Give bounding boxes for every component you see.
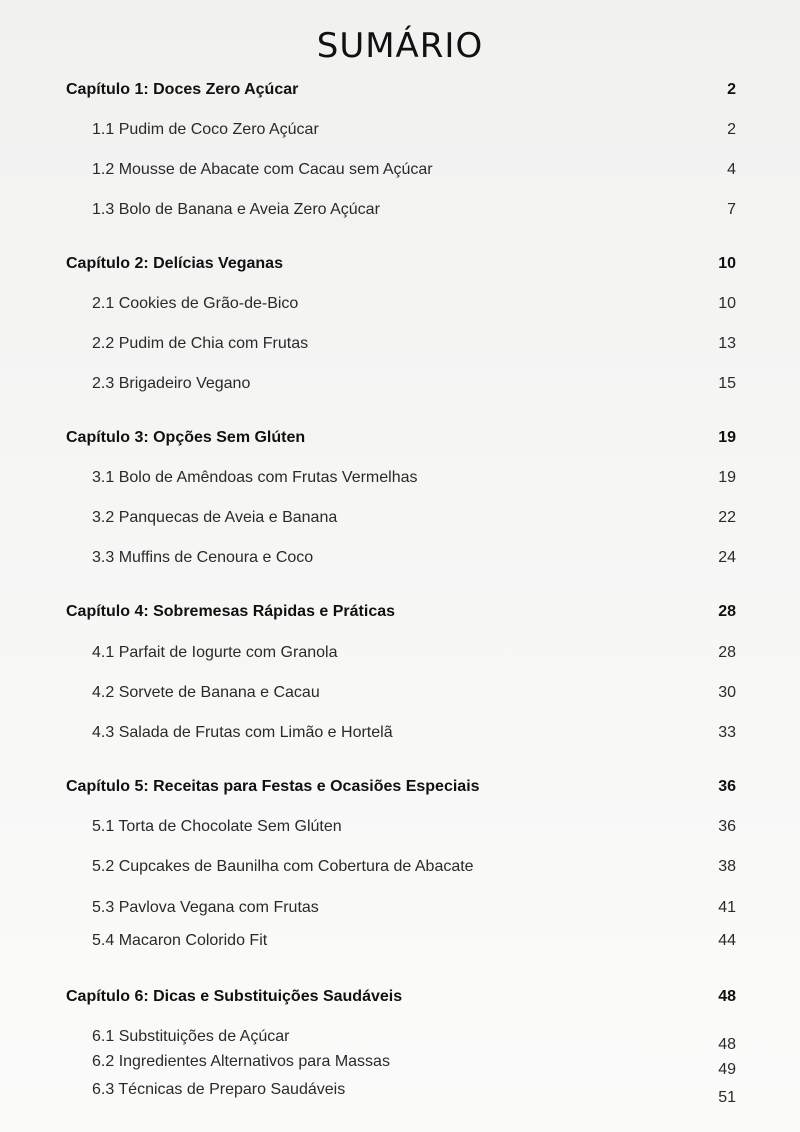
- toc-item-3-2[interactable]: [0, 507, 800, 529]
- item-title: 1.1 Pudim de Coco Zero Açúcar: [92, 121, 319, 138]
- toc-item-5-2[interactable]: [0, 856, 800, 878]
- toc-chapter-1[interactable]: [0, 79, 800, 101]
- toc-item-5-4[interactable]: [0, 930, 800, 952]
- toc-item-4-3[interactable]: [0, 722, 800, 744]
- toc-chapter-2[interactable]: [0, 253, 800, 275]
- page-number: 38: [718, 858, 736, 875]
- page-number: 24: [718, 549, 736, 566]
- item-title: 3.3 Muffins de Cenoura e Coco: [92, 549, 314, 566]
- chapter-title: Capítulo 6: Dicas e Substituições Saudáveis: [66, 988, 403, 1005]
- item-title: 2.2 Pudim de Chia com Frutas: [92, 335, 309, 352]
- page-number: 36: [718, 818, 736, 835]
- item-title: 1.2 Mousse de Abacate com Cacau sem Açúcar: [92, 161, 433, 178]
- item-title: 1.3 Bolo de Banana e Aveia Zero Açúcar: [92, 201, 380, 218]
- item-title: 3.1 Bolo de Amêndoas com Frutas Vermelhas: [92, 469, 418, 486]
- item-title: 4.2 Sorvete de Banana e Cacau: [92, 684, 320, 701]
- chapter-title: Capítulo 5: Receitas para Festas e Ocasiões Especiais: [66, 778, 480, 795]
- page-number: 19: [718, 429, 736, 446]
- toc-item-2-1[interactable]: [0, 293, 800, 315]
- page-number: 48: [718, 988, 736, 1005]
- page-number: 49: [718, 1061, 736, 1078]
- item-title: 6.2 Ingredientes Alternativos para Massas: [92, 1053, 390, 1070]
- page-number: 2: [727, 81, 736, 98]
- item-title: 6.3 Técnicas de Preparo Saudáveis: [92, 1081, 346, 1098]
- toc-chapter-5[interactable]: [0, 776, 800, 798]
- item-title: 5.4 Macaron Colorido Fit: [92, 932, 268, 949]
- page-number: 4: [727, 161, 736, 178]
- page-number: 30: [718, 684, 736, 701]
- page-number: 15: [718, 375, 736, 392]
- item-title: 4.1 Parfait de Iogurte com Granola: [92, 644, 338, 661]
- page-number: 33: [718, 724, 736, 741]
- page-title: SUMÁRIO: [316, 26, 484, 66]
- toc-item-1-2[interactable]: [0, 159, 800, 181]
- item-title: 5.3 Pavlova Vegana com Frutas: [92, 899, 319, 916]
- page-number: 13: [718, 335, 736, 352]
- page-number: 10: [718, 255, 736, 272]
- toc-item-2-2[interactable]: [0, 333, 800, 355]
- toc-chapter-6[interactable]: [0, 986, 800, 1008]
- toc-item-2-3[interactable]: [0, 373, 800, 395]
- toc-item-3-1[interactable]: [0, 467, 800, 489]
- toc-item-4-1[interactable]: [0, 642, 800, 664]
- page-number: 28: [718, 603, 736, 620]
- page-number: 36: [718, 778, 736, 795]
- item-title: 5.1 Torta de Chocolate Sem Glúten: [92, 818, 342, 835]
- toc-item-4-2[interactable]: [0, 682, 800, 704]
- item-title: 6.1 Substituições de Açúcar: [92, 1028, 290, 1045]
- toc-item-6-1[interactable]: [0, 1026, 800, 1053]
- toc-item-1-1[interactable]: [0, 119, 800, 141]
- page-number: 51: [718, 1089, 736, 1106]
- chapter-title: Capítulo 1: Doces Zero Açúcar: [66, 81, 299, 98]
- item-title: 5.2 Cupcakes de Baunilha com Cobertura de Abacate: [92, 858, 474, 875]
- page-number: 22: [718, 509, 736, 526]
- toc-item-1-3[interactable]: [0, 199, 800, 221]
- item-title: 2.1 Cookies de Grão-de-Bico: [92, 295, 299, 312]
- toc-item-6-2[interactable]: [0, 1051, 800, 1078]
- toc-item-3-3[interactable]: [0, 547, 800, 569]
- item-title: 4.3 Salada de Frutas com Limão e Hortelã: [92, 724, 393, 741]
- page-number: 19: [718, 469, 736, 486]
- item-title: 2.3 Brigadeiro Vegano: [92, 375, 251, 392]
- page-number: 28: [718, 644, 736, 661]
- page-number: 48: [718, 1036, 736, 1053]
- chapter-title: Capítulo 4: Sobremesas Rápidas e Práticas: [66, 603, 396, 620]
- item-title: 3.2 Panquecas de Aveia e Banana: [92, 509, 338, 526]
- page-number: 44: [718, 932, 736, 949]
- toc-chapter-3[interactable]: [0, 427, 800, 449]
- page-number: 2: [727, 121, 736, 138]
- page-number: 7: [727, 201, 736, 218]
- chapter-title: Capítulo 2: Delícias Veganas: [66, 255, 283, 272]
- toc-item-6-3[interactable]: [0, 1079, 800, 1106]
- page-number: 41: [718, 899, 736, 916]
- toc-chapter-4[interactable]: [0, 601, 800, 623]
- toc-item-5-3[interactable]: [0, 897, 800, 919]
- toc-item-5-1[interactable]: [0, 816, 800, 838]
- page-number: 10: [718, 295, 736, 312]
- chapter-title: Capítulo 3: Opções Sem Glúten: [66, 429, 306, 446]
